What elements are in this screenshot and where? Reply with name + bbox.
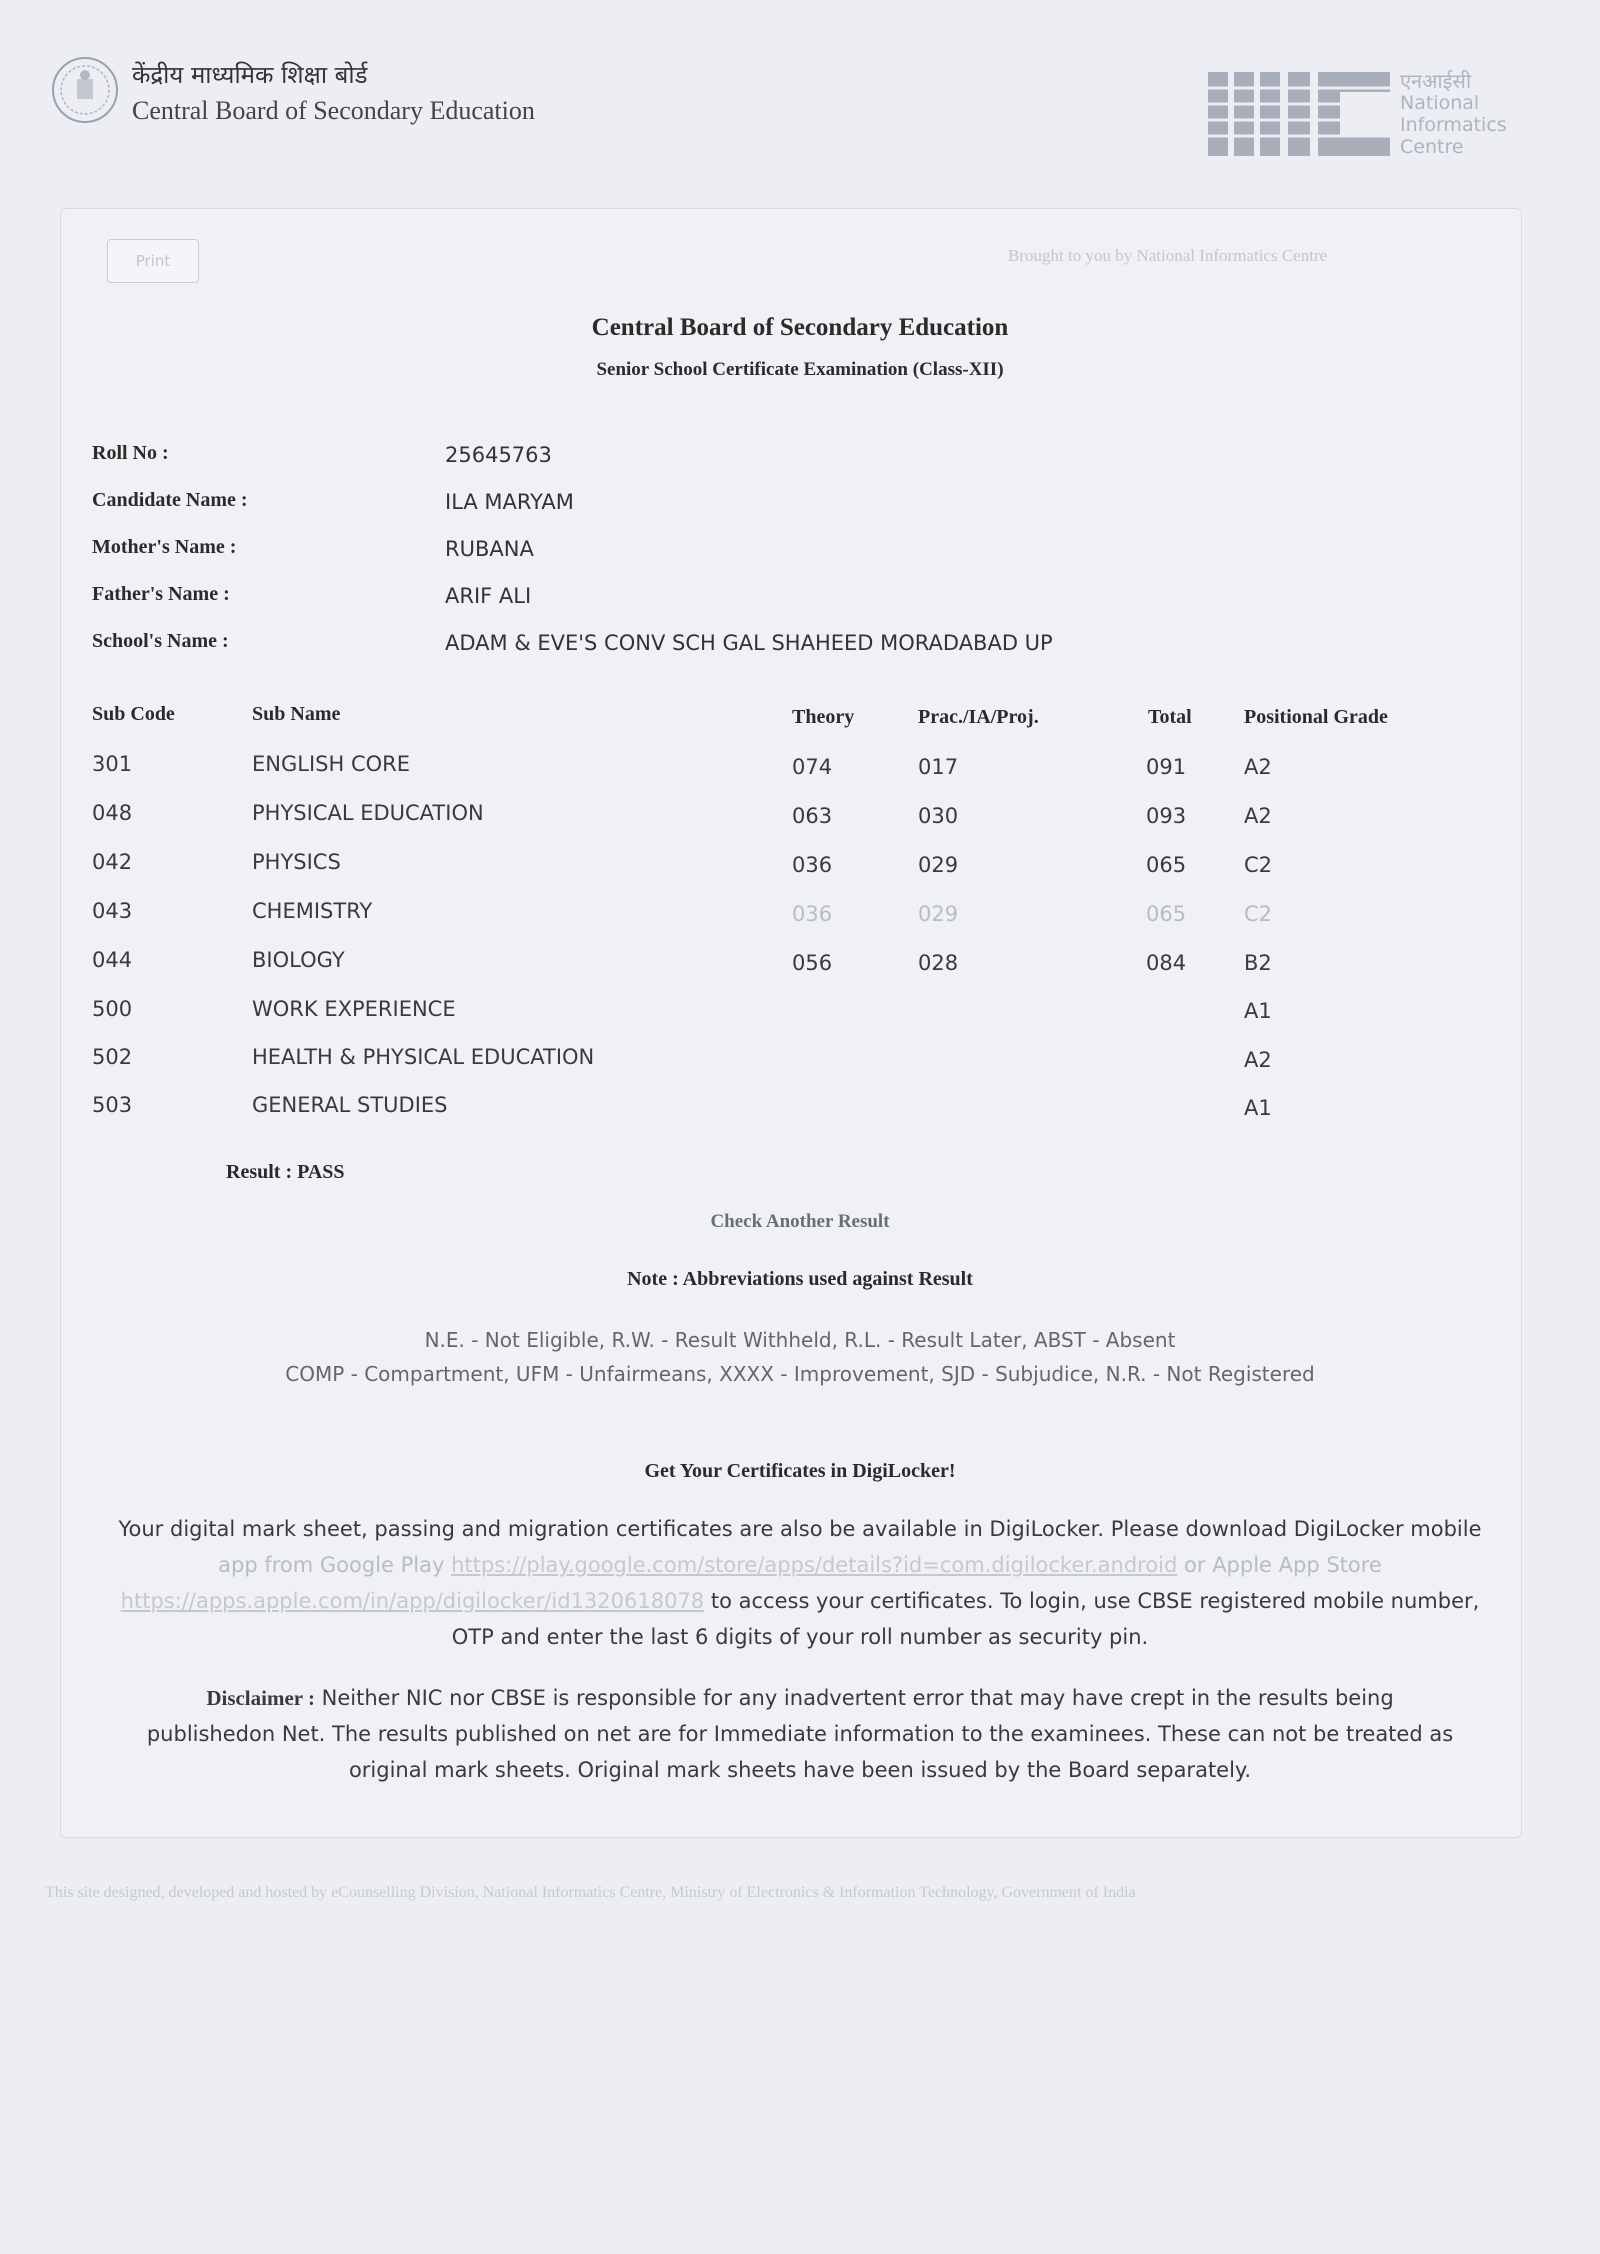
- candidate-name-label: Candidate Name :: [92, 489, 248, 511]
- sub-name: PHYSICS: [252, 850, 341, 874]
- nic-line-1: National: [1400, 92, 1480, 114]
- nic-line-3: Centre: [1400, 136, 1464, 158]
- sub-name: HEALTH & PHYSICAL EDUCATION: [252, 1045, 595, 1069]
- father-name-label: Father's Name :: [92, 583, 230, 605]
- abbreviations-heading: Note : Abbreviations used against Result: [627, 1268, 973, 1290]
- cbse-english-name: Central Board of Secondary Education: [132, 96, 535, 125]
- print-button[interactable]: Print: [107, 239, 199, 283]
- digilocker-line-1: Your digital mark sheet, passing and migration certificates are also be available in DigiLocker. Please download DigiLocker mobile: [118, 1517, 1482, 1541]
- sub-name: ENGLISH CORE: [252, 752, 410, 776]
- sub-code: 301: [92, 752, 133, 776]
- result-status: Result : PASS: [226, 1161, 345, 1183]
- roll-no-label: Roll No :: [92, 442, 169, 464]
- sub-name: CHEMISTRY: [252, 899, 373, 923]
- sub-name: WORK EXPERIENCE: [252, 997, 456, 1021]
- sub-code: 044: [92, 948, 133, 972]
- cbse-hindi-name: केंद्रीय माध्यमिक शिक्षा बोर्ड: [132, 61, 368, 89]
- school-name-label: School's Name :: [92, 630, 229, 652]
- total-marks: 084: [1146, 951, 1187, 975]
- theory-marks: 036: [792, 902, 833, 926]
- grade: B2: [1244, 951, 1272, 975]
- total-marks: 091: [1146, 755, 1187, 779]
- app-store-link[interactable]: https://apps.apple.com/in/app/digilocker/id1320618078: [120, 1589, 705, 1613]
- check-another-result-link[interactable]: Check Another Result: [710, 1211, 890, 1232]
- nic-name: [1400, 70, 1507, 158]
- prac-marks: 017: [918, 755, 959, 779]
- disclaimer-text-1: Neither NIC nor CBSE is responsible for any inadvertent error that may have crept in the results being: [321, 1686, 1394, 1710]
- sub-code: 043: [92, 899, 133, 923]
- sub-code: 503: [92, 1093, 133, 1117]
- header-total: Total: [1148, 706, 1192, 728]
- digilocker-apple-text: or Apple App Store: [1184, 1553, 1382, 1577]
- total-marks: 093: [1146, 804, 1187, 828]
- disclaimer-line-1: [100, 1680, 1500, 1716]
- sub-name: BIOLOGY: [252, 948, 345, 972]
- digilocker-line-4: OTP and enter the last 6 digits of your roll number as security pin.: [451, 1625, 1149, 1649]
- header-sub-name: Sub Name: [252, 703, 341, 725]
- mother-name-value: RUBANA: [445, 537, 534, 561]
- sub-code: 502: [92, 1045, 133, 1069]
- theory-marks: 063: [792, 804, 833, 828]
- theory-marks: 036: [792, 853, 833, 877]
- prac-marks: 028: [918, 951, 959, 975]
- disclaimer-line-2: publishedon Net. The results published on net are for Immediate information to the examinees. These can not be treated as: [146, 1722, 1454, 1746]
- mother-name-label: Mother's Name :: [92, 536, 237, 558]
- digilocker-paragraph: [100, 1511, 1500, 1655]
- brought-by-text: Brought to you by National Informatics Centre: [1008, 246, 1328, 265]
- result-title: Central Board of Secondary Education: [591, 314, 1009, 341]
- sub-code: 500: [92, 997, 133, 1021]
- disclaimer-label: Disclaimer :: [206, 1686, 315, 1710]
- digilocker-line-3: [100, 1583, 1500, 1619]
- digilocker-google-text: app from Google Play: [218, 1553, 445, 1577]
- google-play-link[interactable]: https://play.google.com/store/apps/details?id=com.digilocker.android: [451, 1553, 1178, 1577]
- grade: A2: [1244, 804, 1272, 828]
- total-marks: 065: [1146, 902, 1187, 926]
- prac-marks: 029: [918, 902, 959, 926]
- sub-name: GENERAL STUDIES: [252, 1093, 448, 1117]
- result-subtitle: Senior School Certificate Examination (Class-XII): [596, 359, 1004, 380]
- sub-code: 042: [92, 850, 133, 874]
- nic-hindi: एनआईसी: [1400, 69, 1472, 93]
- sub-code: 048: [92, 801, 133, 825]
- digilocker-heading: Get Your Certificates in DigiLocker!: [644, 1460, 956, 1482]
- digilocker-access-text: to access your certificates. To login, use CBSE registered mobile number,: [710, 1589, 1480, 1613]
- total-marks: 065: [1146, 853, 1187, 877]
- disclaimer-paragraph: [100, 1680, 1500, 1788]
- sub-name: PHYSICAL EDUCATION: [252, 801, 484, 825]
- grade: A1: [1244, 1096, 1272, 1120]
- school-name-value: ADAM & EVE'S CONV SCH GAL SHAHEED MORADABAD UP: [445, 631, 1053, 655]
- candidate-name-value: ILA MARYAM: [445, 490, 574, 514]
- header-sub-code: Sub Code: [92, 703, 175, 725]
- disclaimer-line-3: original mark sheets. Original mark sheets have been issued by the Board separately.: [348, 1758, 1252, 1782]
- nic-logo-icon: [1208, 70, 1393, 158]
- grade: C2: [1244, 902, 1273, 926]
- theory-marks: 074: [792, 755, 833, 779]
- grade: A1: [1244, 999, 1272, 1023]
- site-footer: This site designed, developed and hosted by eCounselling Division, National Informatics Centre, Ministry of Electronics & Information Technology, Government of India: [45, 1884, 1136, 1901]
- grade: A2: [1244, 755, 1272, 779]
- digilocker-line-2: [100, 1547, 1500, 1583]
- nic-line-2: Informatics: [1400, 114, 1507, 136]
- abbreviations-line-2: COMP - Compartment, UFM - Unfairmeans, XXXX - Improvement, SJD - Subjudice, N.R. - Not Registered: [285, 1362, 1315, 1386]
- prac-marks: 030: [918, 804, 959, 828]
- grade: C2: [1244, 853, 1273, 877]
- header-theory: Theory: [792, 706, 855, 728]
- header-grade: Positional Grade: [1244, 706, 1388, 728]
- father-name-value: ARIF ALI: [445, 584, 532, 608]
- header-prac: Prac./IA/Proj.: [918, 706, 1039, 728]
- theory-marks: 056: [792, 951, 833, 975]
- abbreviations-line-1: N.E. - Not Eligible, R.W. - Result Withheld, R.L. - Result Later, ABST - Absent: [424, 1328, 1176, 1352]
- grade: A2: [1244, 1048, 1272, 1072]
- roll-no-value: 25645763: [445, 443, 552, 467]
- cbse-emblem-icon: [50, 55, 120, 125]
- prac-marks: 029: [918, 853, 959, 877]
